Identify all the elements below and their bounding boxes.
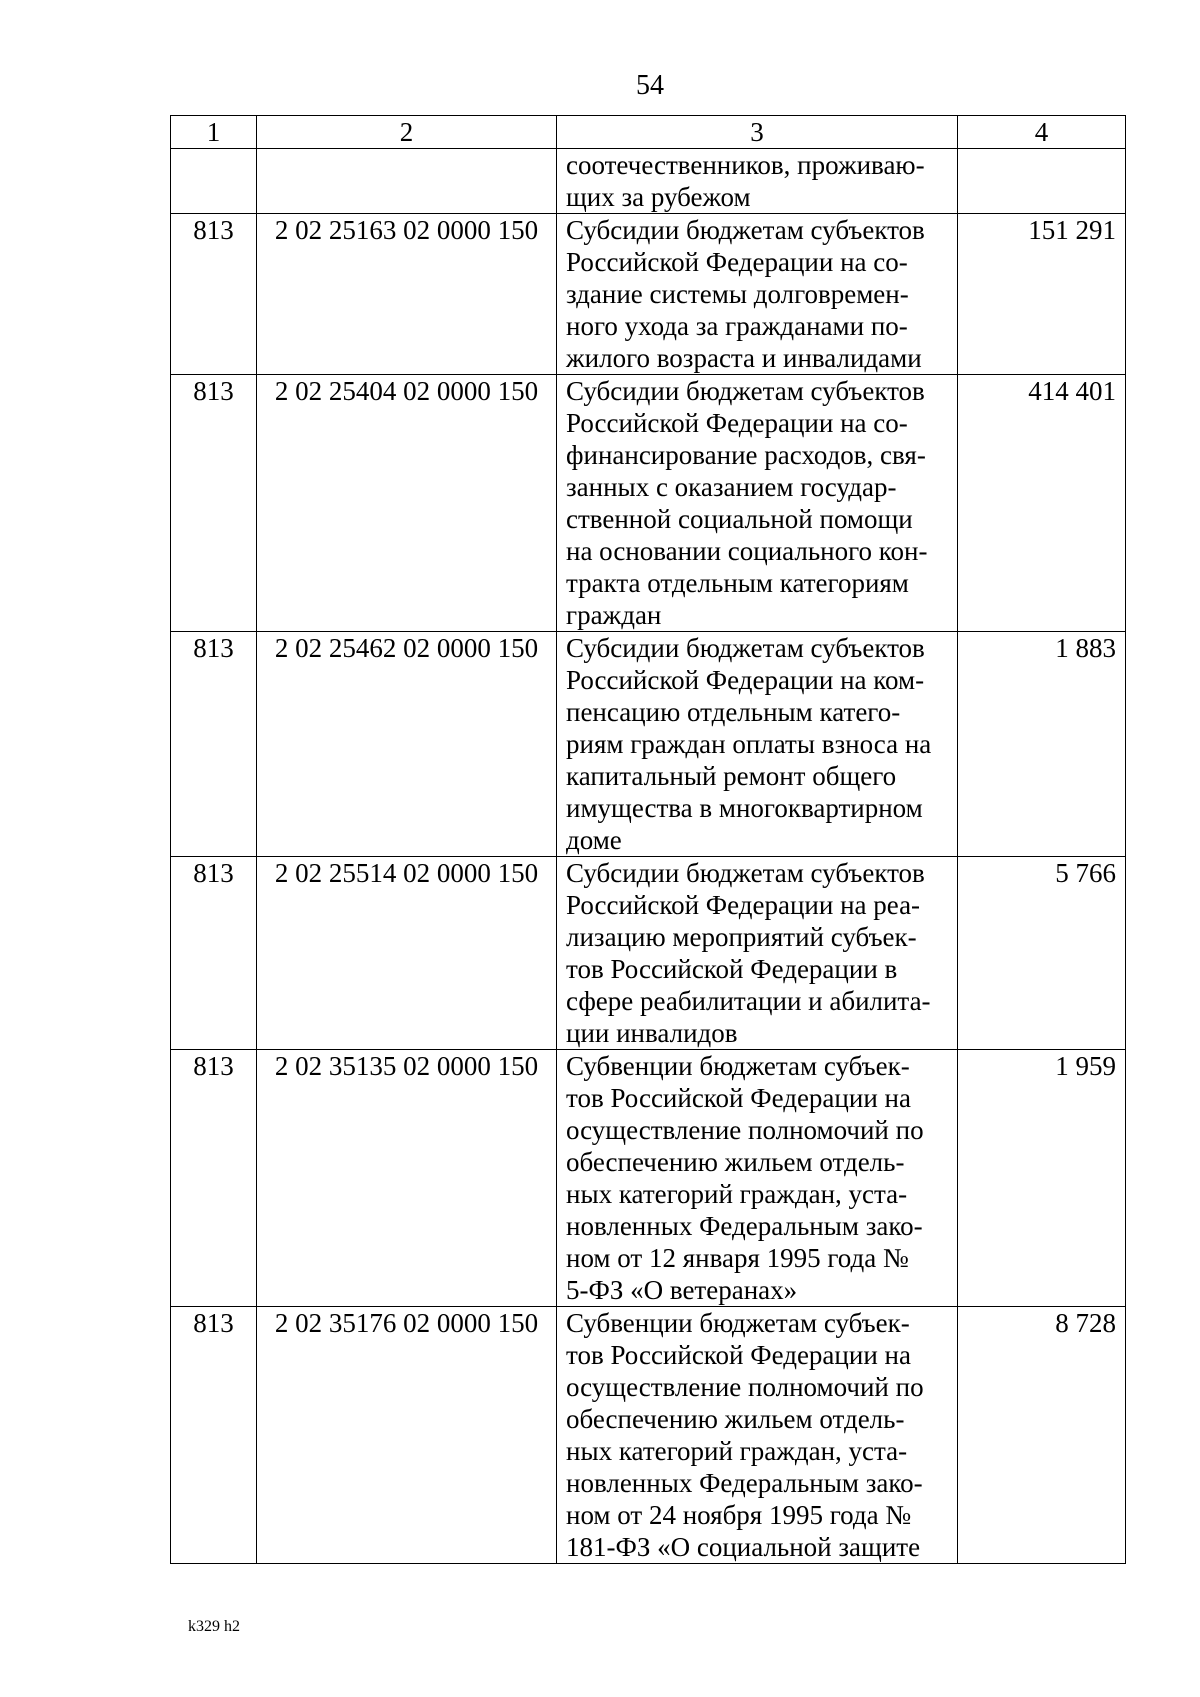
description-line: Субвенции бюджетам субъек- — [566, 1051, 910, 1081]
admin-code-cell: 813 — [171, 214, 257, 375]
description-line: ном от 12 января 1995 года № — [566, 1243, 909, 1273]
description-line: Субсидии бюджетам субъектов — [566, 215, 925, 245]
description-line: 5-ФЗ «О ветеранах» — [566, 1275, 798, 1305]
description-line: ном от 24 ноября 1995 года № — [566, 1500, 912, 1530]
table-row — [171, 632, 1126, 857]
admin-code-cell: 813 — [171, 375, 257, 632]
description-line: обеспечению жильем отдель- — [566, 1404, 905, 1434]
admin-code-cell — [171, 149, 257, 214]
budget-classification-code-cell: 2 02 35176 02 0000 150 — [257, 1307, 557, 1564]
budget-classification-code-cell: 2 02 25404 02 0000 150 — [257, 375, 557, 632]
table-row — [171, 1050, 1126, 1307]
description-line: риям граждан оплаты взноса на — [566, 729, 932, 759]
admin-code-cell: 813 — [171, 632, 257, 857]
column-header-1: 1 — [171, 116, 257, 149]
revenue-description-cell — [557, 1307, 958, 1564]
description-line: сфере реабилитации и абилита- — [566, 986, 931, 1016]
description-line: ственной социальной помощи — [566, 504, 913, 534]
amount-cell: 5 766 — [958, 857, 1126, 1050]
description-line: Субсидии бюджетам субъектов — [566, 633, 925, 663]
description-line: соотечественников, проживаю- — [566, 150, 925, 180]
description-line: пенсацию отдельным катего- — [566, 697, 901, 727]
revenue-description-cell — [557, 214, 958, 375]
admin-code-cell: 813 — [171, 1050, 257, 1307]
description-line: Субсидии бюджетам субъектов — [566, 858, 925, 888]
table-row — [171, 149, 1126, 214]
table-body — [171, 149, 1126, 1564]
amount-cell: 151 291 — [958, 214, 1126, 375]
description-line: капитальный ремонт общего — [566, 761, 897, 791]
admin-code-cell: 813 — [171, 1307, 257, 1564]
budget-classification-code-cell: 2 02 25462 02 0000 150 — [257, 632, 557, 857]
amount-cell: 8 728 — [958, 1307, 1126, 1564]
admin-code-cell: 813 — [171, 857, 257, 1050]
description-line: тов Российской Федерации в — [566, 954, 898, 984]
description-line: 181-ФЗ «О социальной защите — [566, 1532, 921, 1562]
table-row — [171, 857, 1126, 1050]
revenue-description-cell — [557, 1050, 958, 1307]
description-line: Субвенции бюджетам субъек- — [566, 1308, 910, 1338]
page-number: 54 — [636, 70, 664, 101]
description-line: Российской Федерации на ком- — [566, 665, 925, 695]
description-line: на основании социального кон- — [566, 536, 928, 566]
description-line: Российской Федерации на со- — [566, 247, 908, 277]
budget-revenue-table — [170, 115, 1126, 1564]
description-line: Субсидии бюджетам субъектов — [566, 376, 925, 406]
budget-classification-code-cell: 2 02 35135 02 0000 150 — [257, 1050, 557, 1307]
table-row — [171, 375, 1126, 632]
description-line: тов Российской Федерации на — [566, 1340, 911, 1370]
revenue-description-cell — [557, 857, 958, 1050]
description-line: осуществление полномочий по — [566, 1372, 924, 1402]
revenue-description-cell — [557, 149, 958, 214]
budget-classification-code-cell: 2 02 25163 02 0000 150 — [257, 214, 557, 375]
budget-classification-code-cell — [257, 149, 557, 214]
table-row — [171, 214, 1126, 375]
description-line: Российской Федерации на со- — [566, 408, 908, 438]
column-header-3: 3 — [557, 116, 958, 149]
footer-document-code: k329 h2 — [188, 1618, 240, 1635]
description-line: новленных Федеральным зако- — [566, 1211, 923, 1241]
description-line: обеспечению жильем отдель- — [566, 1147, 905, 1177]
amount-cell: 414 401 — [958, 375, 1126, 632]
description-line: финансирование расходов, свя- — [566, 440, 926, 470]
description-line: лизацию мероприятий субъек- — [566, 922, 917, 952]
description-line: ного ухода за гражданами по- — [566, 311, 908, 341]
description-line: новленных Федеральным зако- — [566, 1468, 923, 1498]
description-line: ных категорий граждан, уста- — [566, 1179, 908, 1209]
revenue-description-cell — [557, 632, 958, 857]
column-header-4: 4 — [958, 116, 1126, 149]
description-line: щих за рубежом — [566, 182, 751, 212]
amount-cell: 1 959 — [958, 1050, 1126, 1307]
description-line: ции инвалидов — [566, 1018, 738, 1048]
description-line: граждан — [566, 600, 662, 630]
description-line: осуществление полномочий по — [566, 1115, 924, 1145]
description-line: доме — [566, 825, 622, 855]
amount-cell — [958, 149, 1126, 214]
table-row — [171, 1307, 1126, 1564]
table-header-row — [171, 116, 1126, 149]
description-line: Российской Федерации на реа- — [566, 890, 921, 920]
description-line: тов Российской Федерации на — [566, 1083, 911, 1113]
amount-cell: 1 883 — [958, 632, 1126, 857]
description-line: жилого возраста и инвалидами — [566, 343, 922, 373]
description-line: здание системы долговремен- — [566, 279, 909, 309]
budget-classification-code-cell: 2 02 25514 02 0000 150 — [257, 857, 557, 1050]
description-line: тракта отдельным категориям — [566, 568, 909, 598]
description-line: ных категорий граждан, уста- — [566, 1436, 908, 1466]
column-header-2: 2 — [257, 116, 557, 149]
revenue-description-cell — [557, 375, 958, 632]
description-line: имущества в многоквартирном — [566, 793, 923, 823]
description-line: занных с оказанием государ- — [566, 472, 897, 502]
